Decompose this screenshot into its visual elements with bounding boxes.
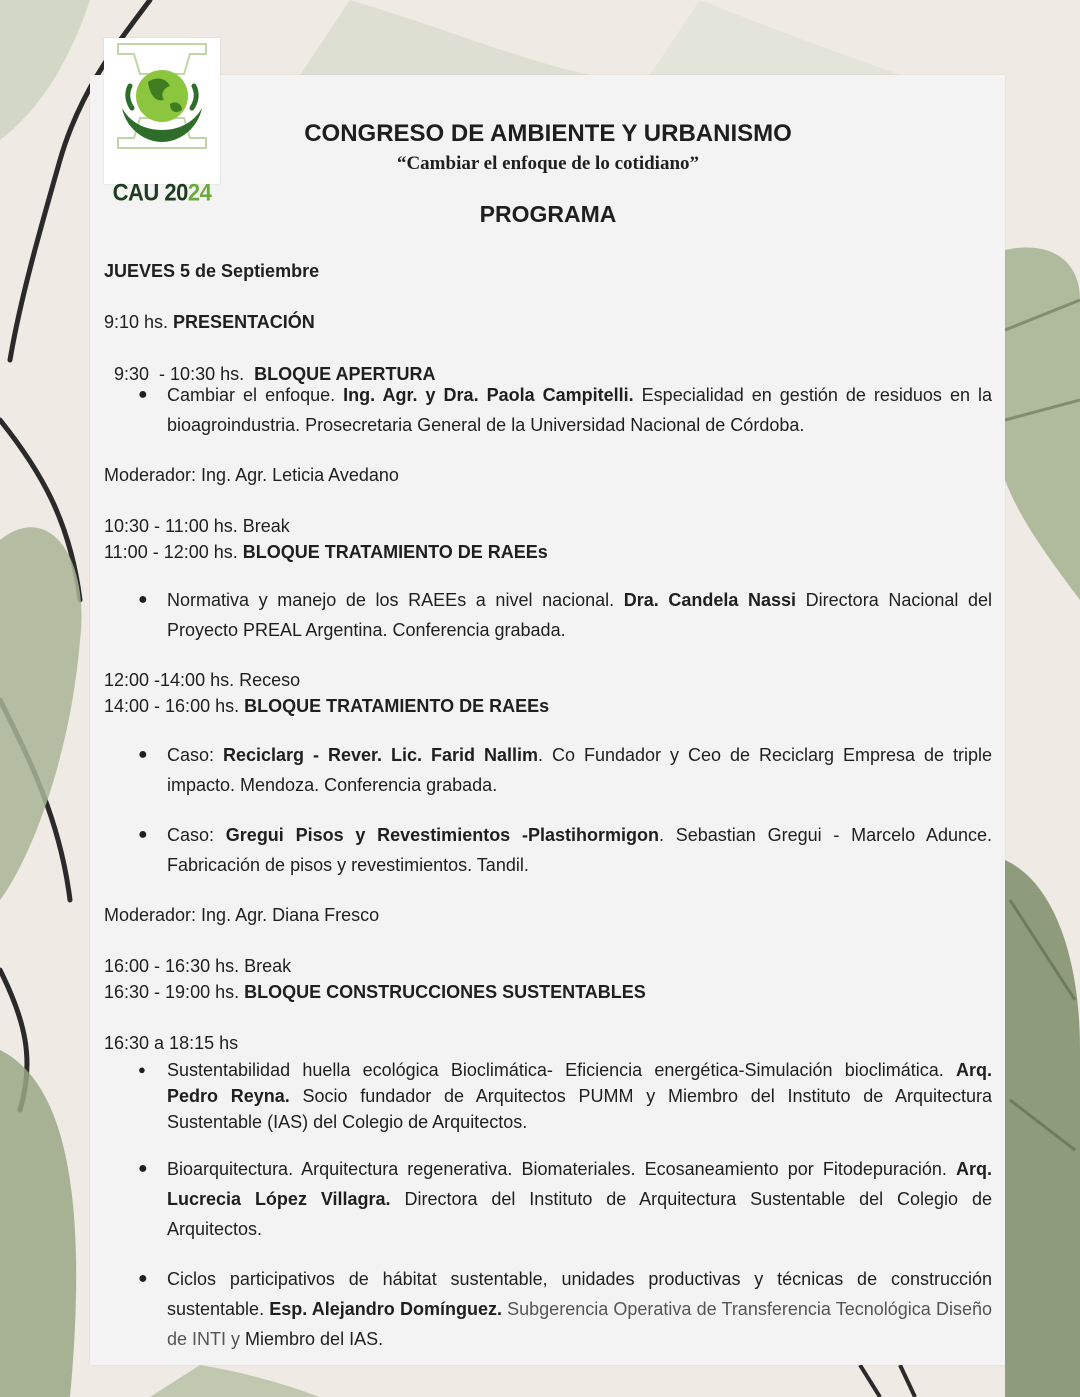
event-logo	[104, 38, 220, 207]
break-line: 16:00 - 16:30 hs. Break	[104, 956, 292, 976]
program-heading: PROGRAMA	[479, 201, 617, 227]
item-text: Caso:	[167, 825, 226, 845]
speaker-name: Ing. Agr. y Dra. Paola Campitelli.	[343, 385, 634, 405]
speaker-name: Arq. Pedro Reyna.	[167, 1060, 992, 1106]
speaker-name: Arq. Lucrecia López Villagra.	[167, 1159, 992, 1209]
item-text: Bioarquitectura. Arquitectura regenerativa. Biomateriales. Ecosaneamiento por Fitodepuración.	[167, 1159, 956, 1179]
bullet-icon: ●	[138, 746, 148, 763]
item-text: Directora Nacional del Proyecto PREAL Argentina. Conferencia grabada.	[167, 590, 992, 640]
time-label: 11:00 - 12:00 hs.	[104, 542, 243, 562]
item-text: Socio fundador de Arquitectos PUMM y Miembro del Instituto de Arquitectura Sustentable (IAS) del Colegio de Arquitectos.	[167, 1086, 992, 1132]
day-heading: JUEVES 5 de Septiembre	[104, 261, 320, 281]
item-text: Normativa y manejo de los RAEEs a nivel nacional.	[167, 590, 624, 610]
time-label: 16:30 - 19:00 hs.	[104, 982, 245, 1002]
bullet-icon: ●	[138, 591, 148, 608]
time-label: 9:10 hs.	[104, 312, 174, 332]
list-item	[104, 585, 992, 645]
bullet-icon: ●	[138, 386, 148, 403]
speaker-name: Esp. Alejandro Domínguez.	[269, 1299, 502, 1319]
item-text: Cambiar el enfoque.	[167, 385, 344, 405]
session-label: BLOQUE TRATAMIENTO DE RAEEs	[242, 542, 548, 562]
item-text: Especialidad en gestión de residuos en la bioagroindustria. Prosecretaria General de la Universidad Nacional de Córdoba.	[167, 385, 993, 435]
list-item	[104, 1057, 992, 1135]
schedule-line-construcciones	[104, 979, 646, 1005]
item-text: . Sebastian Gregui - Marcelo Adunce. Fabricación de pisos y revestimientos. Tandil.	[167, 825, 992, 875]
logo-text: CAU 2024	[112, 178, 212, 207]
list-item	[104, 820, 992, 880]
session-label: BLOQUE CONSTRUCCIONES SUSTENTABLES	[244, 982, 646, 1002]
list-item	[104, 1264, 992, 1354]
item-text: Sustentabilidad huella ecológica Bioclimática- Eficiencia energética-Simulación bioclimática.	[167, 1060, 956, 1080]
globe-hands-icon	[104, 38, 220, 184]
speaker-name: Gregui Pisos y Revestimientos -Plastihormigon	[225, 825, 659, 845]
speaker-name: Reciclarg - Rever. Lic. Farid Nallim	[223, 745, 538, 765]
sub-time-line: 16:30 a 18:15 hs	[104, 1033, 239, 1053]
item-text: Miembro del IAS.	[240, 1329, 384, 1349]
moderator-line: Moderador: Ing. Agr. Leticia Avedano	[104, 465, 399, 485]
bullet-icon: ●	[138, 826, 148, 843]
time-label: 14:00 - 16:00 hs.	[104, 696, 245, 716]
receso-line: 12:00 -14:00 hs. Receso	[104, 670, 301, 690]
speaker-name: Dra. Candela Nassi	[623, 590, 797, 610]
bullet-icon: ●	[138, 1270, 148, 1287]
bullet-icon: ●	[138, 1062, 146, 1077]
schedule-line-raees-1	[104, 539, 548, 565]
schedule-line-presentacion	[104, 309, 315, 335]
congress-subtitle: “Cambiar el enfoque de lo cotidiano”	[396, 153, 700, 174]
bullet-icon: ●	[138, 1160, 148, 1177]
list-item	[104, 380, 992, 440]
session-label: PRESENTACIÓN	[173, 312, 315, 332]
session-label: BLOQUE TRATAMIENTO DE RAEEs	[244, 696, 550, 716]
item-text: . Co Fundador y Ceo de Reciclarg Empresa de triple impacto. Mendoza. Conferencia grabada.	[167, 745, 992, 795]
item-text: Directora del Instituto de Arquitectura Sustentable del Colegio de Arquitectos.	[167, 1189, 992, 1239]
list-item	[104, 1154, 992, 1244]
list-item	[104, 740, 992, 800]
congress-title: CONGRESO DE AMBIENTE Y URBANISMO	[304, 120, 792, 147]
item-text: Caso:	[167, 745, 223, 765]
item-text: Ciclos participativos de hábitat sustentable, unidades productivas y técnicas de construcción sustentable.	[167, 1269, 992, 1319]
schedule-line-raees-2	[104, 693, 549, 719]
moderator-line: Moderador: Ing. Agr. Diana Fresco	[104, 905, 380, 925]
break-line: 10:30 - 11:00 hs. Break	[104, 516, 290, 536]
session-label: BLOQUE APERTURA	[254, 364, 436, 384]
item-text: Subgerencia Operativa de Transferencia Tecnológica Diseño de INTI y	[167, 1299, 992, 1349]
time-label: 9:30 - 10:30 hs.	[114, 364, 255, 384]
